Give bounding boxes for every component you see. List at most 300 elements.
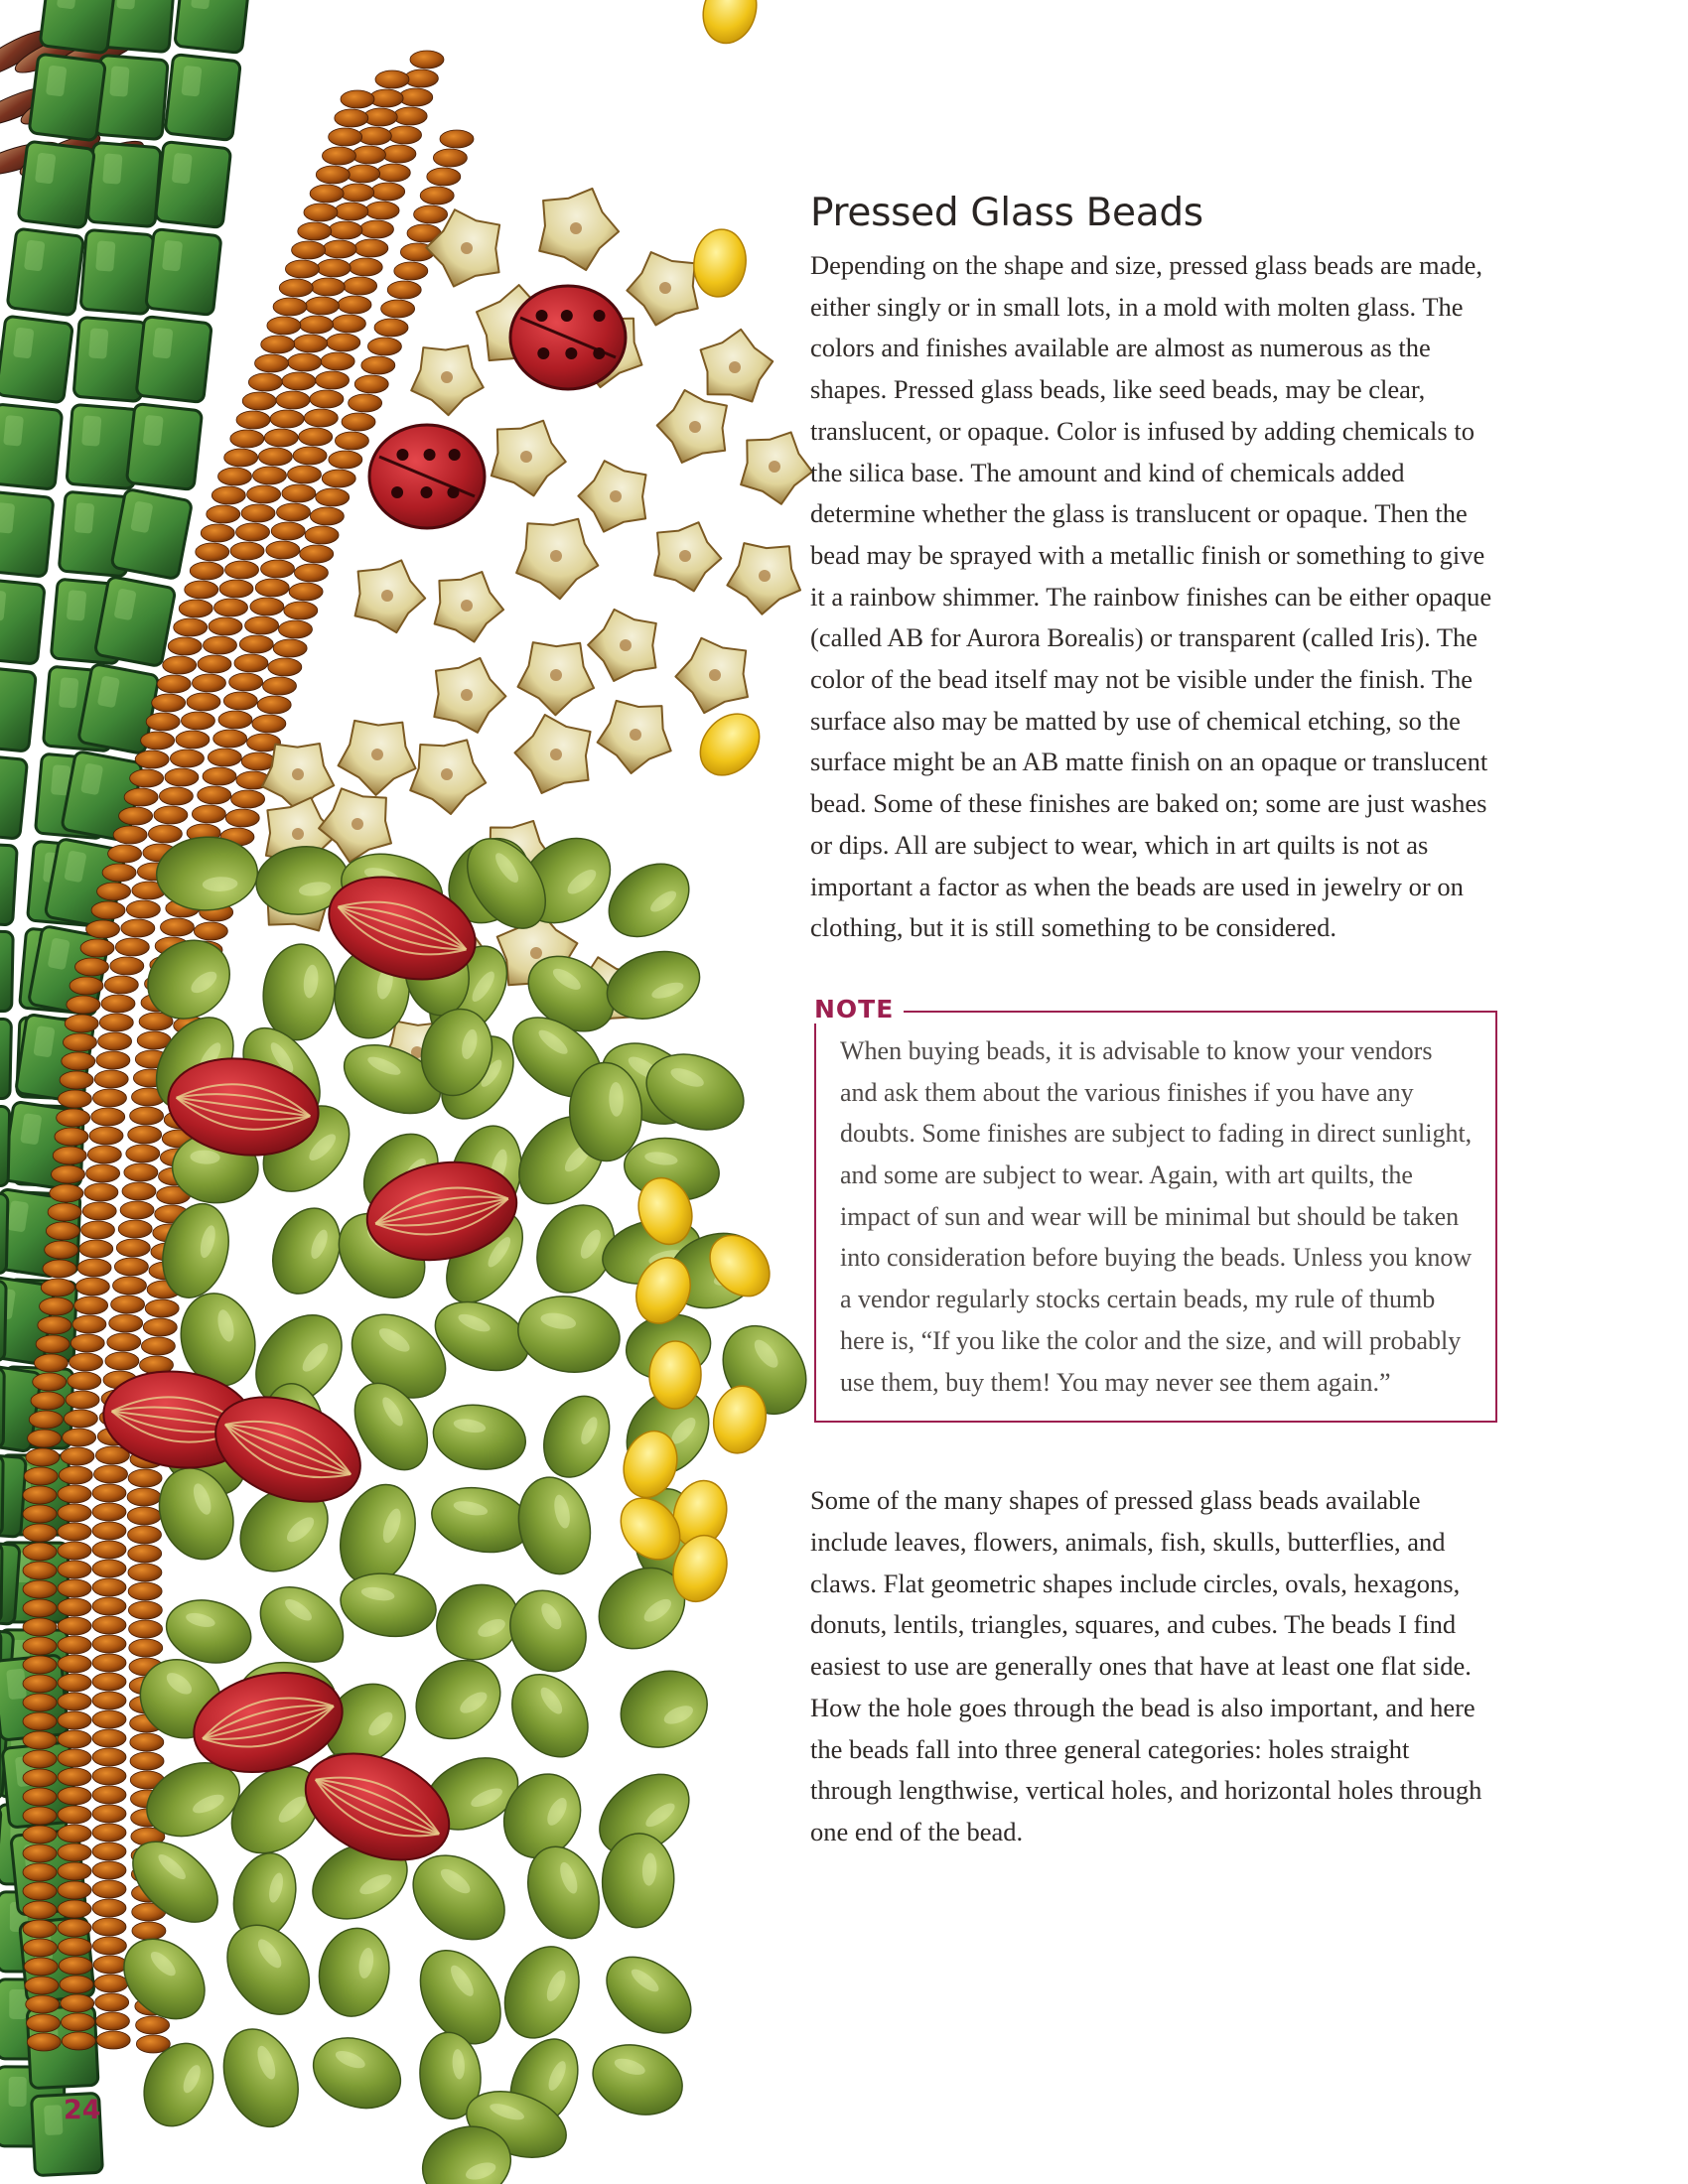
amber-rondelle — [219, 580, 253, 598]
amber-rondelle — [179, 600, 212, 617]
amber-rondelle — [194, 922, 227, 940]
amber-rondelle — [327, 334, 360, 351]
amber-rondelle — [230, 542, 264, 560]
amber-rondelle — [92, 1503, 126, 1521]
amber-rondelle — [26, 1448, 60, 1466]
amber-rondelle — [93, 1956, 127, 1974]
ladybug-spot — [420, 486, 432, 498]
amber-rondelle — [201, 524, 234, 542]
amber-rondelle — [248, 373, 282, 391]
bead-highlight — [143, 415, 164, 447]
amber-rondelle — [204, 636, 237, 654]
amber-rondelle — [113, 1277, 147, 1295]
amber-rondelle — [128, 1469, 162, 1487]
amber-rondelle — [86, 1164, 120, 1182]
flower-bead-center — [630, 729, 641, 741]
amber-rondelle — [70, 977, 103, 995]
amber-rondelle — [58, 1485, 91, 1503]
flower-bead-center — [550, 550, 562, 562]
bead-highlight — [102, 153, 122, 184]
ladybug-spot — [396, 449, 408, 461]
rectangle-bead — [0, 1018, 11, 1098]
amber-rondelle — [23, 1901, 57, 1919]
leaf-bead — [532, 1386, 622, 1487]
amber-rondelle — [338, 296, 371, 314]
amber-rondelle — [376, 164, 410, 182]
amber-rondelle — [305, 526, 339, 544]
amber-rondelle — [102, 864, 136, 882]
yellow-bead — [688, 702, 772, 786]
amber-rondelle — [321, 352, 354, 370]
amber-rondelle — [34, 1354, 68, 1372]
amber-rondelle — [124, 1163, 158, 1181]
flower-bead-center — [620, 639, 632, 651]
flower-bead-center — [550, 669, 562, 681]
amber-rondelle — [58, 1636, 91, 1654]
amber-rondelle — [23, 1580, 57, 1598]
amber-rondelle — [58, 1881, 91, 1899]
amber-rondelle — [225, 561, 259, 579]
amber-rondelle — [23, 1939, 57, 1957]
leaf-bead — [246, 1571, 357, 1678]
amber-rondelle — [55, 1128, 88, 1146]
amber-rondelle — [261, 560, 295, 578]
amber-rondelle — [58, 1900, 91, 1918]
flower-bead-center — [550, 749, 562, 760]
rectangle-bead — [0, 753, 28, 839]
ladybug-spot — [565, 347, 577, 359]
amber-rondelle — [29, 1411, 63, 1429]
amber-rondelle — [23, 1882, 57, 1900]
text-column — [810, 191, 1495, 1853]
leaf-bead — [495, 1576, 602, 1686]
amber-rondelle — [68, 1372, 101, 1390]
amber-rondelle — [48, 1203, 81, 1221]
amber-rondelle — [128, 1126, 162, 1144]
amber-rondelle — [92, 1843, 126, 1860]
amber-rondelle — [236, 523, 270, 541]
amber-rondelle — [130, 1752, 164, 1770]
amber-rondelle — [92, 1824, 126, 1842]
bead-highlight — [74, 502, 95, 533]
amber-rondelle — [58, 1825, 91, 1843]
rectangle-bead — [165, 55, 240, 141]
amber-rondelle — [163, 656, 197, 674]
amber-rondelle — [145, 1299, 179, 1317]
amber-rondelle — [335, 109, 368, 127]
amber-rondelle — [148, 825, 182, 843]
amber-rondelle — [45, 1241, 78, 1259]
amber-rondelle — [247, 485, 281, 503]
bead-highlight — [46, 66, 68, 97]
amber-rondelle — [305, 297, 339, 315]
amber-rondelle — [317, 259, 351, 277]
amber-rondelle — [95, 2012, 129, 2030]
amber-rondelle — [354, 375, 388, 393]
amber-rondelle — [288, 466, 322, 483]
amber-rondelle — [198, 786, 231, 804]
body-paragraph-1: Depending on the shape and size, pressed glass beads are made, either singly or in small lots, in a mold with molten glass. The colors and finishes available are almost as numerous as the shapes. Pressed glass beads, like seed beads, may be clear, translucent, or opaque. Color is infused by adding chemicals to the silica base. The amount and kind of chemicals added determine whether the glass is translucent or opaque. Then the bead may be sprayed with a metallic finish or something to give it a rainbow shimmer. The rainbow finishes can be either opaque (called AB for Aurora Borealis) or transparent (called Iris). The color of the bead itself may not be visible under the finish. The surface also may be matted by use of chemical etching, so the surface might be an AB matte finish on an opaque or translucent bead. Some of these finishes are baked on; some are just washes or dips. All are subject to wear, which in art quilts is not as important a factor as when the beads are used in jewelry or on clothing, but it is still something to be considered. — [810, 250, 1492, 943]
amber-rondelle — [23, 1788, 57, 1806]
amber-rondelle — [284, 602, 318, 619]
ladybug-spot — [447, 486, 459, 498]
bead-highlight — [44, 2105, 63, 2135]
yellow-bead — [648, 1340, 702, 1409]
amber-rondelle — [23, 1769, 57, 1787]
amber-rondelle — [92, 1692, 126, 1709]
amber-rondelle — [89, 1127, 123, 1145]
flower-bead-center — [709, 669, 721, 681]
amber-rondelle — [252, 715, 286, 733]
amber-rondelle — [130, 1107, 164, 1125]
rectangle-bead — [80, 229, 154, 314]
amber-rondelle — [218, 468, 252, 485]
amber-rondelle — [58, 1711, 91, 1729]
rectangle-bead — [0, 666, 36, 751]
amber-rondelle — [174, 618, 208, 636]
amber-rondelle — [266, 541, 300, 559]
rectangle-bead — [0, 1543, 2, 1623]
flower-bead-center — [679, 550, 691, 562]
amber-rondelle — [273, 298, 307, 316]
leaf-bead — [584, 2034, 691, 2125]
amber-rondelle — [157, 675, 191, 693]
amber-rondelle — [65, 1015, 98, 1032]
amber-rondelle — [72, 1315, 106, 1333]
amber-rondelle — [115, 938, 149, 956]
amber-rondelle — [52, 1165, 85, 1183]
amber-rondelle — [129, 1639, 163, 1657]
amber-rondelle — [329, 451, 362, 469]
amber-rondelle — [58, 1542, 91, 1560]
amber-rondelle — [143, 1318, 177, 1336]
amber-rondelle — [94, 1465, 128, 1483]
amber-rondelle — [24, 1467, 58, 1485]
amber-rondelle — [208, 749, 241, 766]
amber-rondelle — [92, 1673, 126, 1691]
rectangle-bead — [87, 142, 161, 226]
amber-rondelle — [58, 1674, 91, 1692]
amber-rondelle — [213, 730, 247, 748]
amber-rondelle — [58, 1655, 91, 1673]
amber-rondelle — [92, 1767, 126, 1785]
amber-rondelle — [130, 769, 164, 787]
amber-rondelle — [59, 1466, 92, 1484]
flower-bead-center — [729, 361, 741, 373]
amber-rondelle — [92, 1918, 126, 1936]
amber-rondelle — [135, 751, 169, 768]
body-paragraph-2: Some of the many shapes of pressed glass beads available include leaves, flowers, animals, fish, skulls, butterflies, and claws. Flat geometric shapes include circles, ovals, hexagons, donuts, lentils, triangles, squares, and cubes. The beads I find easiest to use are generally ones that have at least one flat side. How the hole goes through the bead is also important, and here the beads fall into three general categories: holes straight through lengthwise, vertical holes, and horizontal holes through one end of the bead. — [810, 1485, 1482, 1846]
amber-rondelle — [27, 2033, 61, 2051]
amber-rondelle — [23, 1920, 57, 1938]
amber-rondelle — [58, 1730, 91, 1748]
amber-rondelle — [427, 168, 461, 186]
bead-highlight — [152, 328, 173, 359]
amber-rondelle — [363, 108, 397, 126]
amber-rondelle — [367, 338, 401, 355]
amber-rondelle — [209, 617, 242, 635]
leaf-bead — [303, 2025, 411, 2120]
amber-rondelle — [74, 1297, 108, 1314]
amber-rondelle — [58, 1693, 91, 1710]
amber-rondelle — [23, 1486, 57, 1504]
amber-rondelle — [278, 620, 312, 638]
amber-rondelle — [285, 260, 319, 278]
amber-rondelle — [92, 1541, 126, 1559]
flower-bead-center — [769, 461, 780, 473]
amber-rondelle — [203, 767, 236, 785]
amber-rondelle — [92, 1654, 126, 1672]
amber-rondelle — [96, 1051, 130, 1069]
amber-rondelle — [33, 1373, 67, 1391]
leaf-bead — [261, 1198, 352, 1303]
amber-rondelle — [70, 1334, 104, 1352]
amber-rondelle — [113, 826, 147, 844]
amber-rondelle — [365, 202, 399, 219]
amber-rondelle — [329, 221, 362, 239]
amber-rondelle — [332, 315, 365, 333]
amber-rondelle — [127, 1488, 161, 1506]
amber-rondelle — [294, 564, 328, 582]
flower-bead-center — [659, 282, 671, 294]
amber-rondelle — [253, 467, 287, 484]
ladybug-spot — [424, 449, 436, 461]
ladybug-spot — [561, 310, 573, 322]
amber-rondelle — [40, 1297, 73, 1315]
rectangle-bead — [0, 1455, 3, 1536]
ladybug-spot — [391, 486, 403, 498]
amber-rondelle — [66, 1391, 99, 1409]
amber-rondelle — [91, 1108, 125, 1126]
amber-rondelle — [23, 1844, 57, 1862]
leaf-bead — [496, 1660, 604, 1772]
amber-rondelle — [294, 335, 328, 352]
amber-rondelle — [92, 1710, 126, 1728]
amber-rondelle — [127, 1507, 161, 1525]
rectangle-bead — [0, 579, 45, 664]
amber-rondelle — [257, 696, 291, 714]
yellow-bead — [695, 0, 764, 50]
amber-rondelle — [310, 390, 344, 408]
amber-rondelle — [58, 1523, 91, 1541]
amber-rondelle — [23, 1807, 57, 1825]
rectangle-bead — [40, 0, 116, 54]
amber-rondelle — [80, 1221, 114, 1239]
amber-rondelle — [41, 1279, 74, 1297]
rectangle-bead — [0, 842, 17, 925]
amber-rondelle — [79, 1240, 113, 1258]
amber-rondelle — [225, 809, 259, 827]
amber-rondelle — [371, 183, 405, 201]
amber-rondelle — [58, 1090, 91, 1108]
amber-rondelle — [229, 673, 263, 691]
ladybug-spot — [594, 310, 606, 322]
leaf-bead — [491, 1935, 593, 2050]
rectangle-bead — [94, 576, 176, 666]
flower-bead-center — [352, 818, 363, 830]
bead-highlight — [35, 153, 57, 185]
amber-rondelle — [92, 1616, 126, 1634]
flower-bead-center — [292, 828, 304, 840]
amber-rondelle — [122, 1182, 156, 1200]
rectangle-bead — [0, 1368, 4, 1448]
amber-rondelle — [165, 768, 199, 786]
bead-highlight — [59, 677, 79, 708]
amber-rondelle — [64, 1033, 97, 1051]
amber-rondelle — [316, 166, 350, 184]
bead-highlight — [13, 328, 35, 359]
amber-rondelle — [43, 1260, 76, 1278]
amber-rondelle — [92, 1089, 126, 1107]
amber-rondelle — [99, 1014, 133, 1031]
amber-rondelle — [176, 731, 210, 749]
amber-rondelle — [97, 883, 131, 900]
amber-rondelle — [118, 1220, 152, 1238]
flower-bead-center — [461, 689, 473, 701]
bead-highlight — [3, 415, 24, 447]
amber-rondelle — [101, 995, 135, 1013]
amber-rondelle — [23, 1826, 57, 1843]
rectangle-bead — [0, 1280, 6, 1360]
amber-rondelle — [46, 1222, 79, 1240]
amber-rondelle — [440, 130, 474, 148]
flower-bead-center — [530, 947, 542, 959]
flower-bead-center — [381, 590, 393, 602]
amber-rondelle — [132, 1922, 166, 1940]
amber-rondelle — [92, 1597, 126, 1615]
amber-rondelle — [264, 429, 298, 447]
amber-rondelle — [58, 1579, 91, 1597]
amber-rondelle — [126, 900, 160, 918]
amber-rondelle — [310, 185, 344, 203]
amber-rondelle — [92, 1729, 126, 1747]
note-box — [814, 994, 1497, 1423]
amber-rondelle — [105, 1352, 139, 1370]
amber-rondelle — [300, 316, 334, 334]
amber-rondelle — [96, 2031, 130, 2049]
amber-rondelle — [185, 581, 218, 599]
amber-rondelle — [214, 599, 248, 616]
amber-rondelle — [359, 220, 393, 238]
amber-rondelle — [404, 69, 438, 87]
bead-highlight — [67, 590, 87, 620]
amber-rondelle — [310, 507, 344, 525]
rectangle-bead — [136, 317, 211, 403]
flower-bead-center — [689, 421, 701, 433]
flower-bead-center — [570, 222, 582, 234]
amber-rondelle — [211, 486, 245, 504]
amber-rondelle — [299, 428, 333, 446]
amber-rondelle — [24, 1958, 58, 1976]
amber-rondelle — [352, 146, 385, 164]
amber-rondelle — [293, 447, 327, 465]
amber-rondelle — [60, 1976, 93, 1993]
amber-rondelle — [341, 184, 374, 202]
amber-rondelle — [347, 165, 380, 183]
amber-rondelle — [61, 2013, 94, 2031]
leaf-bead — [509, 1470, 599, 1580]
flower-bead-center — [371, 749, 383, 760]
amber-rondelle — [59, 1957, 92, 1975]
amber-rondelle — [224, 449, 258, 467]
amber-rondelle — [58, 1843, 91, 1861]
rectangle-bead — [126, 404, 202, 490]
amber-rondelle — [23, 1505, 57, 1523]
bead-highlight — [9, 2077, 27, 2107]
amber-rondelle — [258, 448, 292, 466]
flower-bead-center — [461, 242, 473, 254]
amber-rondelle — [23, 1712, 57, 1730]
amber-rondelle — [61, 1994, 94, 2012]
bead-photo — [0, 0, 814, 2184]
amber-rondelle — [414, 205, 448, 223]
amber-rondelle — [23, 1524, 57, 1542]
amber-rondelle — [62, 1052, 95, 1070]
amber-rondelle — [231, 790, 265, 808]
amber-rondelle — [279, 279, 313, 297]
amber-rondelle — [57, 1109, 90, 1127]
amber-rondelle — [289, 583, 323, 601]
bead-highlight — [9, 1989, 27, 2019]
amber-rondelle — [277, 503, 311, 521]
amber-rondelle — [349, 258, 382, 276]
amber-rondelle — [128, 1545, 162, 1563]
amber-rondelle — [27, 2014, 61, 2032]
amber-rondelle — [119, 807, 153, 825]
yellow-bead — [690, 226, 750, 300]
amber-rondelle — [160, 918, 194, 936]
amber-rondelle — [38, 1316, 71, 1334]
amber-rondelle — [92, 1748, 126, 1766]
amber-rondelle — [394, 262, 428, 280]
amber-rondelle — [387, 281, 421, 299]
amber-rondelle — [170, 750, 204, 767]
amber-rondelle — [58, 1749, 91, 1767]
amber-rondelle — [87, 1146, 121, 1163]
amber-rondelle — [61, 1447, 94, 1465]
amber-rondelle — [128, 1601, 162, 1619]
amber-rondelle — [23, 1543, 57, 1561]
amber-rondelle — [282, 372, 316, 390]
amber-rondelle — [236, 411, 270, 429]
amber-rondelle — [23, 1750, 57, 1768]
amber-rondelle — [92, 1786, 126, 1804]
amber-rondelle — [342, 413, 375, 431]
amber-rondelle — [126, 1145, 160, 1162]
amber-rondelle — [108, 845, 142, 863]
rectangle-bead — [155, 142, 230, 228]
amber-rondelle — [26, 1995, 60, 2013]
bead-highlight — [162, 240, 183, 272]
rectangle-bead — [111, 488, 193, 579]
amber-rondelle — [168, 637, 202, 655]
amber-rondelle — [94, 1975, 128, 1992]
amber-rondelle — [77, 1259, 111, 1277]
leaf-bead — [336, 1567, 441, 1643]
amber-rondelle — [361, 356, 395, 374]
amber-rondelle — [23, 1562, 57, 1579]
amber-rondelle — [23, 1731, 57, 1749]
amber-rondelle — [23, 1618, 57, 1636]
section-heading: Pressed Glass Beads — [810, 191, 1203, 235]
bead-highlight — [24, 240, 46, 272]
amber-rondelle — [53, 1147, 86, 1164]
amber-rondelle — [420, 187, 454, 205]
amber-rondelle — [152, 694, 186, 712]
amber-rondelle — [23, 1656, 57, 1674]
amber-rondelle — [192, 805, 225, 823]
amber-rondelle — [349, 394, 382, 412]
